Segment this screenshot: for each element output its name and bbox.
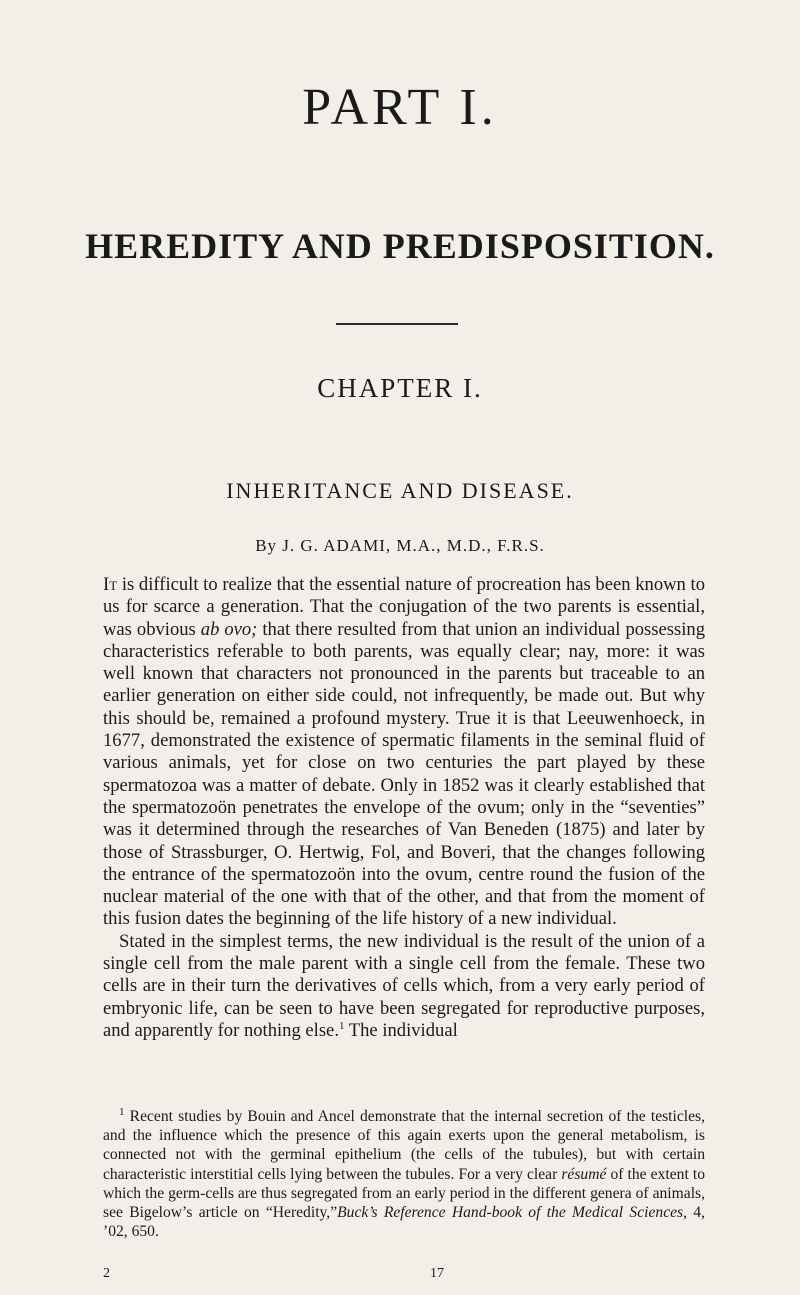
author-byline: By J. G. ADAMI, M.A., M.D., F.R.S. [255, 536, 545, 555]
footnote-text-end: 4, ’02, 650. [103, 1204, 705, 1241]
footnote-reference: 1 [338, 1019, 345, 1032]
paragraph-italic: ab ovo; [200, 618, 258, 640]
part-heading: PART I. [302, 79, 498, 136]
page-number: 17 [430, 1266, 444, 1281]
paragraph-text: Stated in the simplest terms, the new individual is the result of the union of a single cell from the male parent with a single cell from the female. These two cells are in their turn the derivatives of cells which, from a very early period of embryonic life, can be seen to have been segregated for reproductive purposes, and apparently for nothing else. [103, 930, 705, 1041]
signature-mark: 2 [103, 1266, 110, 1281]
footnote-text-continued: of the extent to which the germ-cells are thus segregated from an early period in the different genera of animals, see Bigelow’s article on “Heredity,” [103, 1165, 705, 1222]
footnote-citation: Buck’s Reference Hand-book of the Medical Sciences, [337, 1204, 688, 1222]
main-title: HEREDITY AND PREDISPOSITION. [85, 226, 715, 266]
section-title: INHERITANCE AND DISEASE. [226, 478, 574, 503]
footnote [103, 1107, 705, 1241]
paragraph-2 [103, 931, 705, 1042]
paragraph-text: is difficult to realize that the essential nature of procreation has been known to us for scarce a generation. That the conjugation of the two parents is essential, was obvious [103, 574, 705, 640]
footnote-text: Recent studies by Bouin and Ancel demonstrate that the internal secretion of the testicles, and the influence which the presence of this again exerts upon the general metabolism, is connected not with the germinal epithelium (the cells of the tubules), but with certain characteristic interstitial cells lying between the tubules. For a very clear [103, 1108, 705, 1183]
body-text [103, 574, 705, 1042]
title-rule [336, 323, 458, 325]
paragraph-1 [103, 574, 705, 931]
chapter-heading: CHAPTER I. [317, 373, 483, 403]
paragraph-text-continued: that there resulted from that union an individual possessing characteristics referable to both parents, was equally clear; nay, more: it was well known that characters not pronounced in the parents but traceable to an earlier generation on either side could, not infrequently, be made out. But why this should be, remained a profound mystery. True it is that Leeuwenhoeck, in 1677, demonstrated the existence of spermatic filaments in the seminal fluid of various animals, yet for close on two centuries the part played by these spermatozoa was a matter of debate. Only in 1852 was it clearly established that the spermatozoön penetrates the envelope of the ovum; only in the “seventies” was it determined through the researches of Van Beneden (1875) and later by those of Strassburger, O. Hertwig, Fol, and Boveri, that the changes following the entrance of the spermatozoön into the ovum, centre round the fusion of the nuclear material of the one with that of the other, and that from the moment of this fusion dates the beginning of the life history of a new individual. [103, 618, 705, 930]
footnote-italic: résumé [561, 1165, 607, 1183]
footnote-mark: 1 [119, 1105, 125, 1118]
paragraph-lead: It [103, 574, 118, 595]
paragraph-text-continued: The individual [344, 1019, 458, 1041]
